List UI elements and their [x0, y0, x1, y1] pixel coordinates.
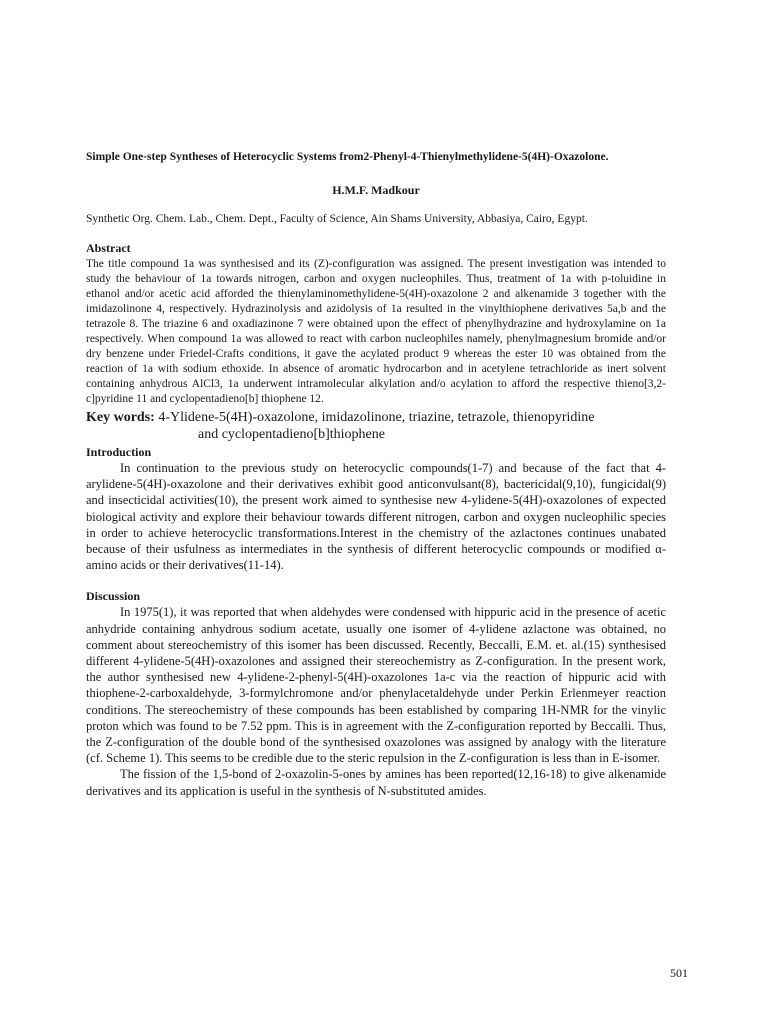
keywords-line-1: 4-Ylidene-5(4H)-oxazolone, imidazolinone, triazine, tetrazole, thienopyridine — [158, 410, 595, 425]
keywords-line-2: and cyclopentadieno[b]thiophene — [198, 427, 385, 442]
abstract-heading: Abstract — [86, 241, 131, 255]
keywords — [86, 409, 666, 443]
discussion-paragraph-2: The fission of the 1,5-bond of 2-oxazolin-5-ones by amines has been reported(12,16-18) to give alkenamide derivatives and its application is useful in the synthesis of N-substituted amides. — [86, 767, 666, 798]
paper-title: Simple One-step Syntheses of Heterocyclic Systems from2-Phenyl-4-Thienylmethylidene-5(4H)-Oxazolone. — [86, 151, 609, 163]
abstract-text: The title compound 1a was synthesised and its (Z)-configuration was assigned. The present investigation was intended to study the behaviour of 1a towards nitrogen, carbon and oxygen nucleophiles. Thus, treatment of 1a with p-toluidine in ethanol and/or acetic acid afforded the thienylaminomethylidene-5(4H)-oxazolone 2 and alkenamide 3 together with the imidazolinone 4, respectively. Hydrazinolysis and azidolysis of 1a resulted in the vinylthiophene derivatives 5a,b and the tetrazole 8. The triazine 6 and oxadiazinone 7 were obtained upon the effect of phenylhydrazine and hydroxylamine on 1a respectively. When compound 1a was allowed to react with carbon nucleophiles namely, phenylmagnesium bromide and/or dry benzene under Friedel-Crafts conditions, it gave the acylated product 9 whereas the ester 10 was obtained from the reaction of 1a with sodium ethoxide. In absence of aromatic hydrocarbon and in acetylene tetrachloride as inert solvent containing anhydrous AlCl3, 1a underwent intramolecular alkylation and/o acylation to afford the respective thieno[3,2-c]pyridine 11 and cyclopentadieno[b] thiophene 12. — [86, 258, 666, 405]
author-name: H.M.F. Madkour — [332, 183, 420, 197]
introduction-heading: Introduction — [86, 445, 152, 459]
discussion-paragraph-1: In 1975(1), it was reported that when aldehydes were condensed with hippuric acid in the presence of acetic anhydride containing anhydrous sodium acetate, usually one isomer of 4-ylidene azlactone was obtained, no comment about stereochemistry of this isomer has been discussed. Recently, Beccalli, E.M. et. al.(15) synthesised different 4-ylidene-5(4H)-oxazolones and assigned their stereochemistry as Z-configuration. In the present work, the author synthesised new 4-ylidene-2-phenyl-5(4H)-oxazolones 1a-c via the reaction of hippuric acid with thiophene-2-carboxaldehyde, 3-formylchromone and/or phenylacetaldehyde under Perkin Erlenmeyer reaction conditions. The stereochemistry of these compounds has been established by comparing 1H-NMR for the vinylic proton which was found to be 7.52 ppm. This is in agreement with the Z-configuration reported by Beccalli. Thus, the Z-configuration of the double bond of the synthesised oxazolones was assigned by analogy with the literature (cf. Scheme 1). This seems to be credible due to the steric repulsion in the Z-configuration is less than in E-isomer. — [86, 605, 666, 766]
paper-content — [86, 150, 666, 799]
keywords-label: Key words: — [86, 410, 155, 425]
discussion-heading: Discussion — [86, 589, 141, 604]
introduction-text: In continuation to the previous study on heterocyclic compounds(1-7) and because of the fact that 4-arylidene-5(4H)-oxazolone and their derivatives exhibit good anticonvulsant(8), bactericidal(9,10), fungicidal(9) and insecticidal activities(10), the present work aimed to synthesise new 4-ylidene-5(4H)-oxazolones of expected biological activity and explore their behaviour towards different nitrogen, carbon and oxygen nucleophilic species in order to achieve heterocyclic transformations.Interest in the chemistry of the azlactones continues unabated because of their usfulness as intermediates in the synthesis of different heterocyclic compounds or modified α-amino acids or their derivatives(11-14). — [86, 461, 666, 573]
page-number: 501 — [670, 966, 688, 980]
affiliation: Synthetic Org. Chem. Lab., Chem. Dept., Faculty of Science, Ain Shams University, Abbasiya, Cairo, Egypt. — [86, 213, 588, 225]
